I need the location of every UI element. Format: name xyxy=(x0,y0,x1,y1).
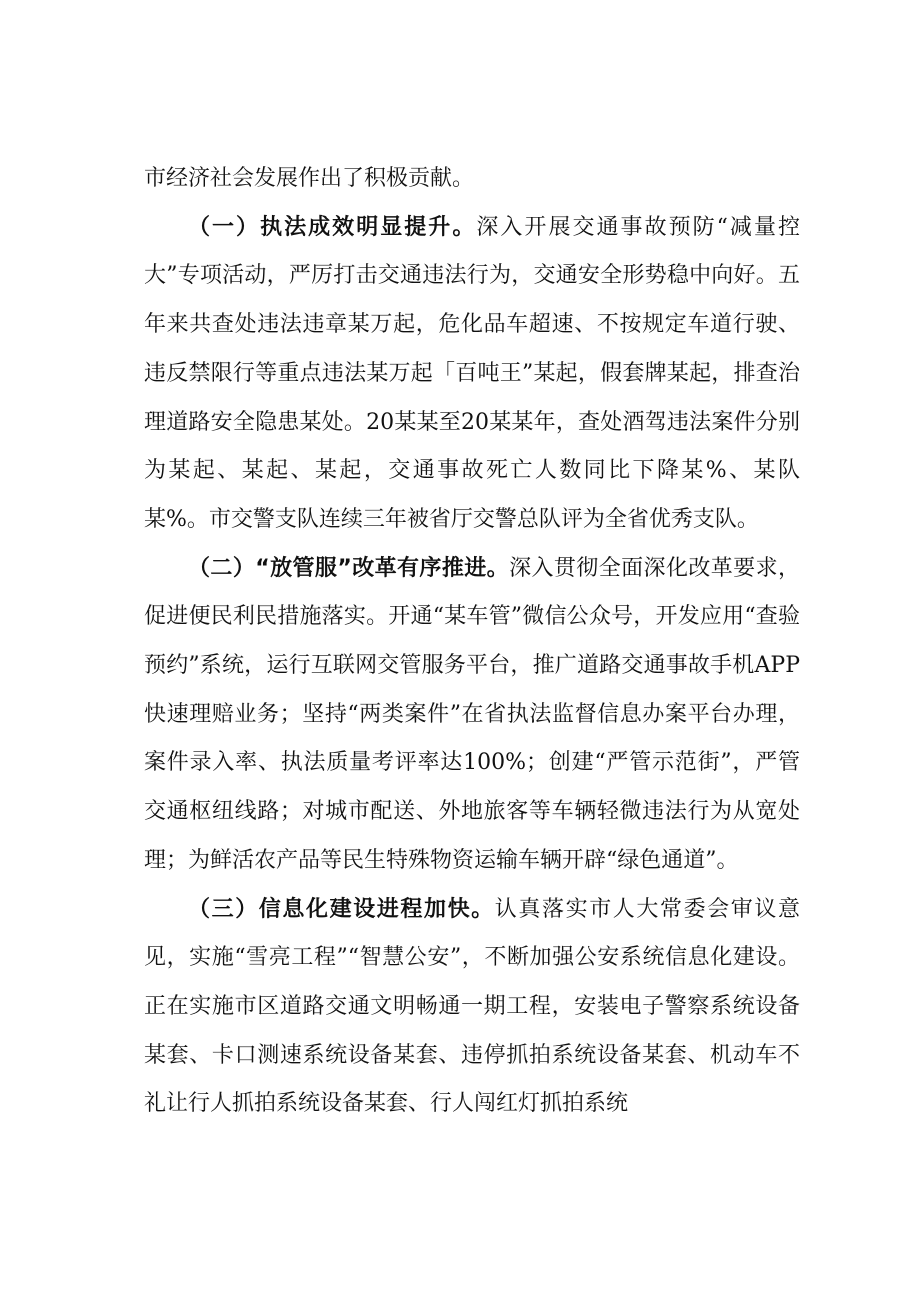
section-heading: （三）信息化建设进程加快。 xyxy=(188,896,495,922)
paragraph-body: 深入贯彻全面深化改革要求，促进便民利民措施落实。开通“某车管”微信公众号，开发应用“查验预约”系统，运行互联网交管服务平台，推广道路交通事故手机APP快速理赔业务；坚持“两类案件”在省执法监督信息办案平台办理，案件录入率、执法质量考评率达100%；创建“严管示范街”，严管交通枢纽线路；对城市配送、外地旅客等车辆轻微违法行为从宽处理；为鲜活农产品等民生特殊物资运输车辆开辟“绿色通道”。 xyxy=(144,555,800,873)
document-page xyxy=(144,155,800,1129)
paragraph-body: 认真落实市人大常委会审议意见，实施“雪亮工程”“智慧公安”，不断加强公安系统信息化建设。正在实施市区道路交通文明畅通一期工程，安装电子警察系统设备某套、卡口测速系统设备某套、违停抓拍系统设备某套、机动车不礼让行人抓拍系统设备某套、行人闯红灯抓拍系统 xyxy=(144,896,800,1117)
section-heading: （二）“放管服”改革有序推进。 xyxy=(188,555,510,581)
section-heading: （一）执法成效明显提升。 xyxy=(188,214,477,240)
paragraph-body: 深入开展交通事故预防“减量控大”专项活动，严厉打击交通违法行为，交通安全形势稳中向好。五年来共查处违法违章某万起，危化品车超速、不按规定车道行驶、违反禁限行等重点违法某万起「百吨王”某起，假套牌某起，排查治理道路安全隐患某处。20某某至20某某年，查处酒驾违法案件分别为某起、某起、某起，交通事故死亡人数同比下降某%、某队某%。市交警支队连续三年被省厅交警总队评为全省优秀支队。 xyxy=(144,214,800,532)
paragraph-section-2 xyxy=(144,545,800,886)
paragraph-section-3 xyxy=(144,886,800,1130)
paragraph-section-1 xyxy=(144,204,800,545)
paragraph-body: 市经济社会发展作出了积极贡献。 xyxy=(144,166,475,191)
paragraph-continuation xyxy=(144,155,800,204)
